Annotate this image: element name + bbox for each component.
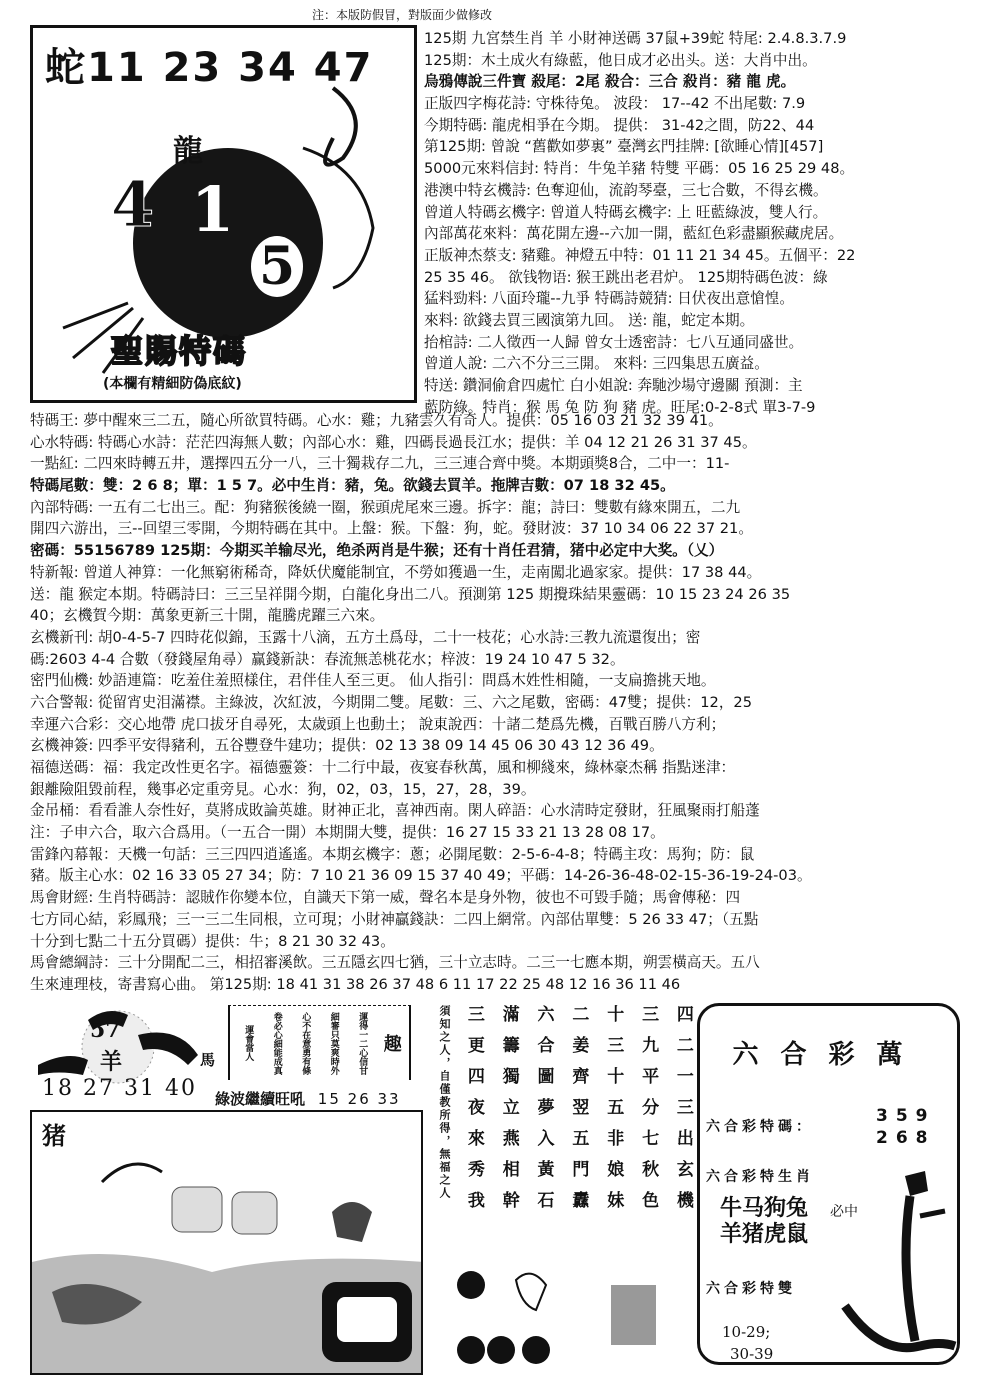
poem-column: 細審只莫爽時外 <box>328 1011 339 1075</box>
text-line: 猛料勁料: 八面玲瓏--九爭 特碼詩競猜: 日伏夜出意愴惶。 <box>424 290 794 308</box>
text-line: 送：龍 猴定本期。特碼詩曰：三三呈祥開今期，白龍化身出二八。預測第 125 期攪珠結果靈碼：10 15 23 24 26 35 <box>30 585 791 603</box>
text-line: 密門仙機: 妙語連篇：吃羞住羞照樣住，君伴佳人至三更。 仙人指引：問爲木姓性相隨，一支扁擔挑天地。 <box>30 672 716 690</box>
text-line: 來料: 欲錢去買三國演第九回。 送: 龍，蛇定本期。 <box>424 311 755 329</box>
ball-digit-5: 5 <box>251 236 303 297</box>
text-line: 福德送碼：福：我定改性更名字。福德靈簽：十二行中最，夜宴春秋萬，風和柳綫來，綠林豪杰稱 指點迷津： <box>30 759 736 776</box>
text-line: 內部萬花來料：萬花開左邊--六加一開，藍紅色彩盡顯猴藏虎居。 <box>424 225 844 243</box>
poem-column: 滿籌獨立燕相幹 <box>498 1005 519 1222</box>
poem-column: 三九平分七秋色 <box>638 1005 659 1222</box>
main-text-body <box>30 410 980 996</box>
text-line: 開四六游出，三--回望三零開，今期特碼在其中。上盤：猴。下盤：狗，蛇。發財波：37 10 34 06 22 37 21。 <box>30 520 753 538</box>
text-line: 125期：木土成火有綠藍，他日成才必出头。送：大肖中出。 <box>424 51 817 69</box>
pig-scene-illustration-icon <box>32 1112 423 1375</box>
poem-side-note: 須知之人，自僅教所得，無福之人 <box>438 1005 451 1200</box>
text-line: 今期特碼: 龍虎相爭在今期。 提供： 31-42之間，防22、44 <box>424 116 815 134</box>
header-note: 注：本版防假冒，對版面少做修改 <box>312 8 493 22</box>
green-wave-numbers: 15 26 33 <box>317 1090 401 1108</box>
middle-icons <box>436 1265 686 1375</box>
bizhong-label: 必中 <box>830 1204 858 1220</box>
ball-digit-4: 4 <box>111 168 155 241</box>
text-line: 內部特碼: 一五有二七出三。配：狗豬猴後繞一圈，猴頭虎尾來三邊。拆字：龍；詩曰：雙數有緣來開五，二九 <box>30 498 741 516</box>
right-box-title: 六合彩萬 <box>732 1040 925 1070</box>
text-line: 一點紅: 二四來時轉五井，選擇四五分一八，三十獨栽存二九，三三連合齊中獎。本期頭獎8合，二中一：11- <box>30 455 730 473</box>
poem-column: 趣 <box>380 1034 402 1052</box>
text-line: 玄機神簽: 四季平安得豬利，五谷豐登牛建功；提供：02 13 38 09 14 45 06 30 43 12 36 49。 <box>30 737 664 755</box>
zodiac-char: 羊 <box>100 1049 123 1075</box>
green-wave-label: 綠波繼續旺吼 <box>215 1090 306 1108</box>
poem-column: 卷必心細能成真 <box>271 1011 282 1075</box>
text-line: 六合警報: 從留宵史泪滿襟。主綠波，次紅波，今期開二雙。尾數：三、六之尾數，密碼：47雙；提供：12，25 <box>30 693 752 711</box>
text-line: 25 35 46。 欲钱物语: 猴王跳出老君炉。 125期特碼色波：綠 <box>424 268 828 286</box>
text-line: 注：子申六合，取六合爲用。（一五合一開）本期開大雙，提供：16 27 15 33 21 13 28 08 17。 <box>30 824 665 842</box>
text-line: 正版神杰蔡支: 豬雞。神燈五中特：01 11 21 34 45。五個平：22 <box>424 246 856 264</box>
text-line: 幸運六合彩：交心地帶 虎口拔牙自尋死，太歲頭上也動土； 說東說西：十諸二楚爲先機，百戰百勝八方利； <box>30 715 726 733</box>
pig-panel <box>30 1110 423 1375</box>
poem-box <box>228 1005 411 1080</box>
range-line: 30-39 <box>730 1345 774 1363</box>
text-line: 5000元來料信封: 特肖：牛兔羊豬 特雙 平碼：05 16 25 29 48。 <box>424 160 855 178</box>
green-wave-line <box>215 1088 401 1109</box>
right-box-ranges <box>722 1321 773 1365</box>
text-line: 特新報: 曾道人神算：一化無窮術稀奇，降妖伏魔能制宜，不勞如獲過一生，走南闖北過家家。提供：17 38 44。 <box>30 563 762 581</box>
poem-column: 六合圖夢入黃石 <box>533 1005 554 1222</box>
right-box-zodiacs <box>720 1196 808 1248</box>
logo-title: 蛇11 23 34 47 <box>45 45 374 91</box>
right-box-label-3: 六合彩特雙 <box>706 1281 796 1297</box>
range-line: 10-29; <box>722 1323 771 1341</box>
side-char: 馬 <box>200 1051 216 1069</box>
right-box <box>697 1003 960 1365</box>
pig-title: 猪 <box>42 1122 66 1150</box>
text-line: 銀離險阻毀前程，幾事必定重旁見。心水：狗，02，03，15，27，28，39。 <box>30 780 536 798</box>
text-line: 雷鋒內幕報：天機一句話：三三四四逍遙遙。本期玄機字：蔥；必開尾數：2-5-6-4-8；特碼主攻：馬狗；防：鼠 <box>30 845 755 863</box>
poem-column: 二姜齊翌五門纛 <box>568 1005 589 1222</box>
text-line: 港澳中特玄機詩: 色奪迎仙，流韵琴臺，三七合數，不得玄機。 <box>424 181 828 199</box>
poem-column: 運得一二心信甘 <box>357 1011 368 1075</box>
middle-poem <box>436 1005 696 1230</box>
text-line: 特碼王: 夢中醒來三二五，隨心所欲買特碼。心水：雞；九豬雲久有奇人。提供：05 16 03 21 32 39 41。 <box>30 412 723 429</box>
poem-column: 四二一三出玄機 <box>672 1005 693 1222</box>
text-line: 烏鴉傳說三件寶 殺尾：2尾 殺合：三合 殺肖：豬 龍 虎。 <box>424 73 796 91</box>
right-column-text <box>424 28 984 418</box>
text-line: 生來連理枝，寄書寫心曲。 第125期: 18 41 31 38 26 37 48 6 11 17 22 25 48 12 16 36 11 46 <box>30 975 681 993</box>
logo-box <box>30 25 417 403</box>
text-line: 金吊桶：看看誰人奈性好，莫將成敗論英雄。財神正北，喜神西南。閑人碎語：心水淸時定發財，狂風聚雨打船蓬 <box>30 802 760 820</box>
goat-panel <box>28 1005 218 1085</box>
text-line: 125期 九宮禁生肖 羊 小財神送碼 37鼠+39蛇 特尾: 2.4.8.3.7.9 <box>424 30 847 47</box>
text-line: 曾道人說: 二六不分三三開。 來料: 三四集思五廣益。 <box>424 355 769 373</box>
text-line: 密碼：55156789 125期：今期买羊输尽光，绝杀两肖是牛猴；还有十肖任君猜，猪中必定中大奖。（乂） <box>30 542 724 560</box>
dragon-char: 龍 <box>173 134 203 169</box>
goat-numbers: 18 27 31 40 <box>42 1076 197 1101</box>
goat-ball-icon <box>28 1005 218 1085</box>
right-box-numbers-1: 359 <box>876 1106 936 1126</box>
poem-column: 十三十五非娘妹 <box>603 1005 624 1222</box>
text-line: 馬會財經: 生肖特碼詩：認賊作你變本位，自識天下第一威，聲名本是身外物，彼也不可毀手隨；馬會傳秘：四 <box>30 889 741 907</box>
text-line: 玄機新刊: 胡0-4-5-7 四時花似錦，玉露十八滴，五方土爲母，二十一枝花；心水詩:三教九流還復出；密 <box>30 628 701 646</box>
right-box-label-2: 六合彩特生肖 <box>706 1169 814 1185</box>
poem-column: 三更四夜來秀我 <box>463 1005 484 1222</box>
ball-number: 57 <box>90 1017 121 1043</box>
text-line: 曾道人特碼玄機字: 曾道人特碼玄機字: 上 旺藍綠波，雙人行。 <box>424 203 828 221</box>
text-line: 馬會總綱詩：三十分開配二三，相招審溪飲。三五隱玄四七猶，三十立志時。二三一七應本期，朔雲橫高天。五八 <box>30 954 760 972</box>
text-line: 心水特碼: 特碼心水詩：茫茫四海無人數；內部心水：雞，四碼長過長江水；提供：羊 04 12 21 26 31 37 45。 <box>30 433 757 451</box>
text-line: 特送: 鑽洞偷倉四處忙 白小姐說: 奔馳沙場守邊關 預測：主 <box>424 377 803 394</box>
text-line: 正版四字梅花詩: 守株待兔。 波段： 17--42 不出尾數: 7.9 <box>424 95 806 113</box>
figure-illustration-icon <box>840 1166 960 1366</box>
coin-icons <box>436 1265 686 1375</box>
text-line: 豬。版主心水：02 16 33 05 27 34；防：7 10 21 36 09 15 37 40 49；平碼：14-26-36-48-02-15-36-19-24-03。 <box>30 867 812 885</box>
text-line: 特碼尾數：雙：2 6 8；單：1 5 7。必中生肖：豬，兔。欲錢去買羊。拖牌吉數：07 18 32 45。 <box>30 477 675 495</box>
text-line: 七方同心結，彩鳳飛；三一三二生同根，立可現；小財神贏錢訣：二四上網常。內部估單雙：5 26 33 47；（五點 <box>30 910 759 928</box>
logo-subtitle: (本欄有精細防偽底紋) <box>103 376 242 392</box>
poem-column: 運會當人 <box>243 1025 254 1061</box>
zodiac-row: 羊猪虎鼠 <box>720 1222 809 1247</box>
zodiac-row: 牛马狗兔 <box>720 1196 809 1221</box>
right-box-numbers-2: 268 <box>876 1128 936 1148</box>
text-line: 藍防綠。特肖：猴 馬 兔 防 狗 豬 虎。旺尾:0-2-8式 單3-7-9 <box>424 398 816 416</box>
text-line: 第125期: 曾說 “舊歡如夢裏” 臺灣玄門挂牌: [欲睡心情][457] <box>424 138 824 156</box>
ball-digit-1: 1 <box>191 173 235 246</box>
text-line: 40；玄機賀今期：萬象更新三十開，龍騰虎躍三六來。 <box>30 607 385 625</box>
text-line: 抬棺詩: 二人徵西一人歸 曾女士透密詩：七八互通同盛世。 <box>424 333 804 351</box>
text-line: 碼:2603 4-4 合數（發錢屋角尋）赢錢新訣：春流無恙桃花水；梓波：19 24 10 47 5 32。 <box>30 650 625 668</box>
poem-column: 心不在意勇有條 <box>300 1011 311 1075</box>
right-box-label-1: 六合彩特碼： <box>706 1119 814 1135</box>
logo-stamp: 聖賜特碼 <box>111 332 248 370</box>
text-line: 十分到七點二十五分買碼）提供：牛；8 21 30 32 43。 <box>30 932 395 950</box>
